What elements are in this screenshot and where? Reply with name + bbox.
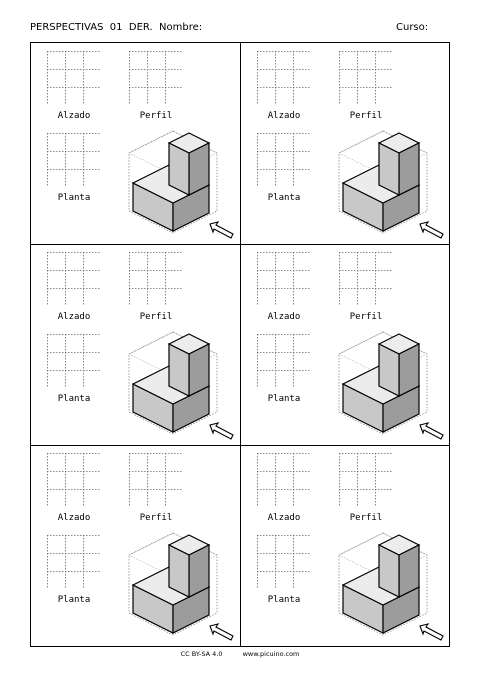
profile-label: Perfil — [139, 513, 173, 523]
elevation-label: Alzado — [267, 513, 301, 523]
profile-grid[interactable] — [129, 51, 183, 105]
elevation-grid[interactable] — [47, 51, 101, 105]
exercise-cell-6 — [241, 445, 451, 646]
elevation-grid[interactable] — [257, 252, 311, 306]
view-direction-arrow-icon — [209, 422, 235, 440]
course-field-label: Curso: — [396, 22, 429, 33]
plan-grid[interactable] — [47, 334, 101, 388]
exercise-cell-5 — [31, 445, 241, 646]
profile-grid[interactable] — [339, 453, 393, 507]
profile-label: Perfil — [349, 513, 383, 523]
plan-label: Planta — [267, 394, 301, 404]
elevation-label: Alzado — [267, 312, 301, 322]
elevation-label: Alzado — [57, 111, 91, 121]
profile-grid[interactable] — [129, 252, 183, 306]
exercise-cell-3 — [31, 244, 241, 445]
plan-grid[interactable] — [257, 133, 311, 187]
view-direction-arrow-icon — [419, 221, 445, 239]
website-url[interactable]: www.picuino.com — [242, 650, 300, 658]
view-direction-arrow-icon — [419, 422, 445, 440]
elevation-label: Alzado — [267, 111, 301, 121]
profile-label: Perfil — [349, 111, 383, 121]
plan-label: Planta — [57, 394, 91, 404]
plan-grid[interactable] — [47, 133, 101, 187]
exercise-sheet — [30, 42, 450, 647]
elevation-grid[interactable] — [47, 453, 101, 507]
profile-label: Perfil — [349, 312, 383, 322]
elevation-grid[interactable] — [47, 252, 101, 306]
view-direction-arrow-icon — [209, 623, 235, 641]
elevation-grid[interactable] — [257, 51, 311, 105]
elevation-grid[interactable] — [257, 453, 311, 507]
plan-label: Planta — [57, 193, 91, 203]
plan-grid[interactable] — [257, 334, 311, 388]
view-direction-arrow-icon — [419, 623, 445, 641]
profile-grid[interactable] — [339, 51, 393, 105]
plan-label: Planta — [267, 193, 301, 203]
footer — [0, 650, 480, 658]
view-direction-arrow-icon — [209, 221, 235, 239]
exercise-cell-4 — [241, 244, 451, 445]
worksheet-title: PERSPECTIVAS 01 DER. Nombre: — [30, 22, 203, 33]
plan-grid[interactable] — [47, 535, 101, 589]
plan-grid[interactable] — [257, 535, 311, 589]
license-text: CC BY-SA 4.0 — [180, 650, 223, 658]
elevation-label: Alzado — [57, 513, 91, 523]
plan-label: Planta — [57, 595, 91, 605]
profile-grid[interactable] — [339, 252, 393, 306]
profile-grid[interactable] — [129, 453, 183, 507]
profile-label: Perfil — [139, 312, 173, 322]
elevation-label: Alzado — [57, 312, 91, 322]
exercise-cell-1 — [31, 43, 241, 244]
exercise-cell-2 — [241, 43, 451, 244]
profile-label: Perfil — [139, 111, 173, 121]
plan-label: Planta — [267, 595, 301, 605]
